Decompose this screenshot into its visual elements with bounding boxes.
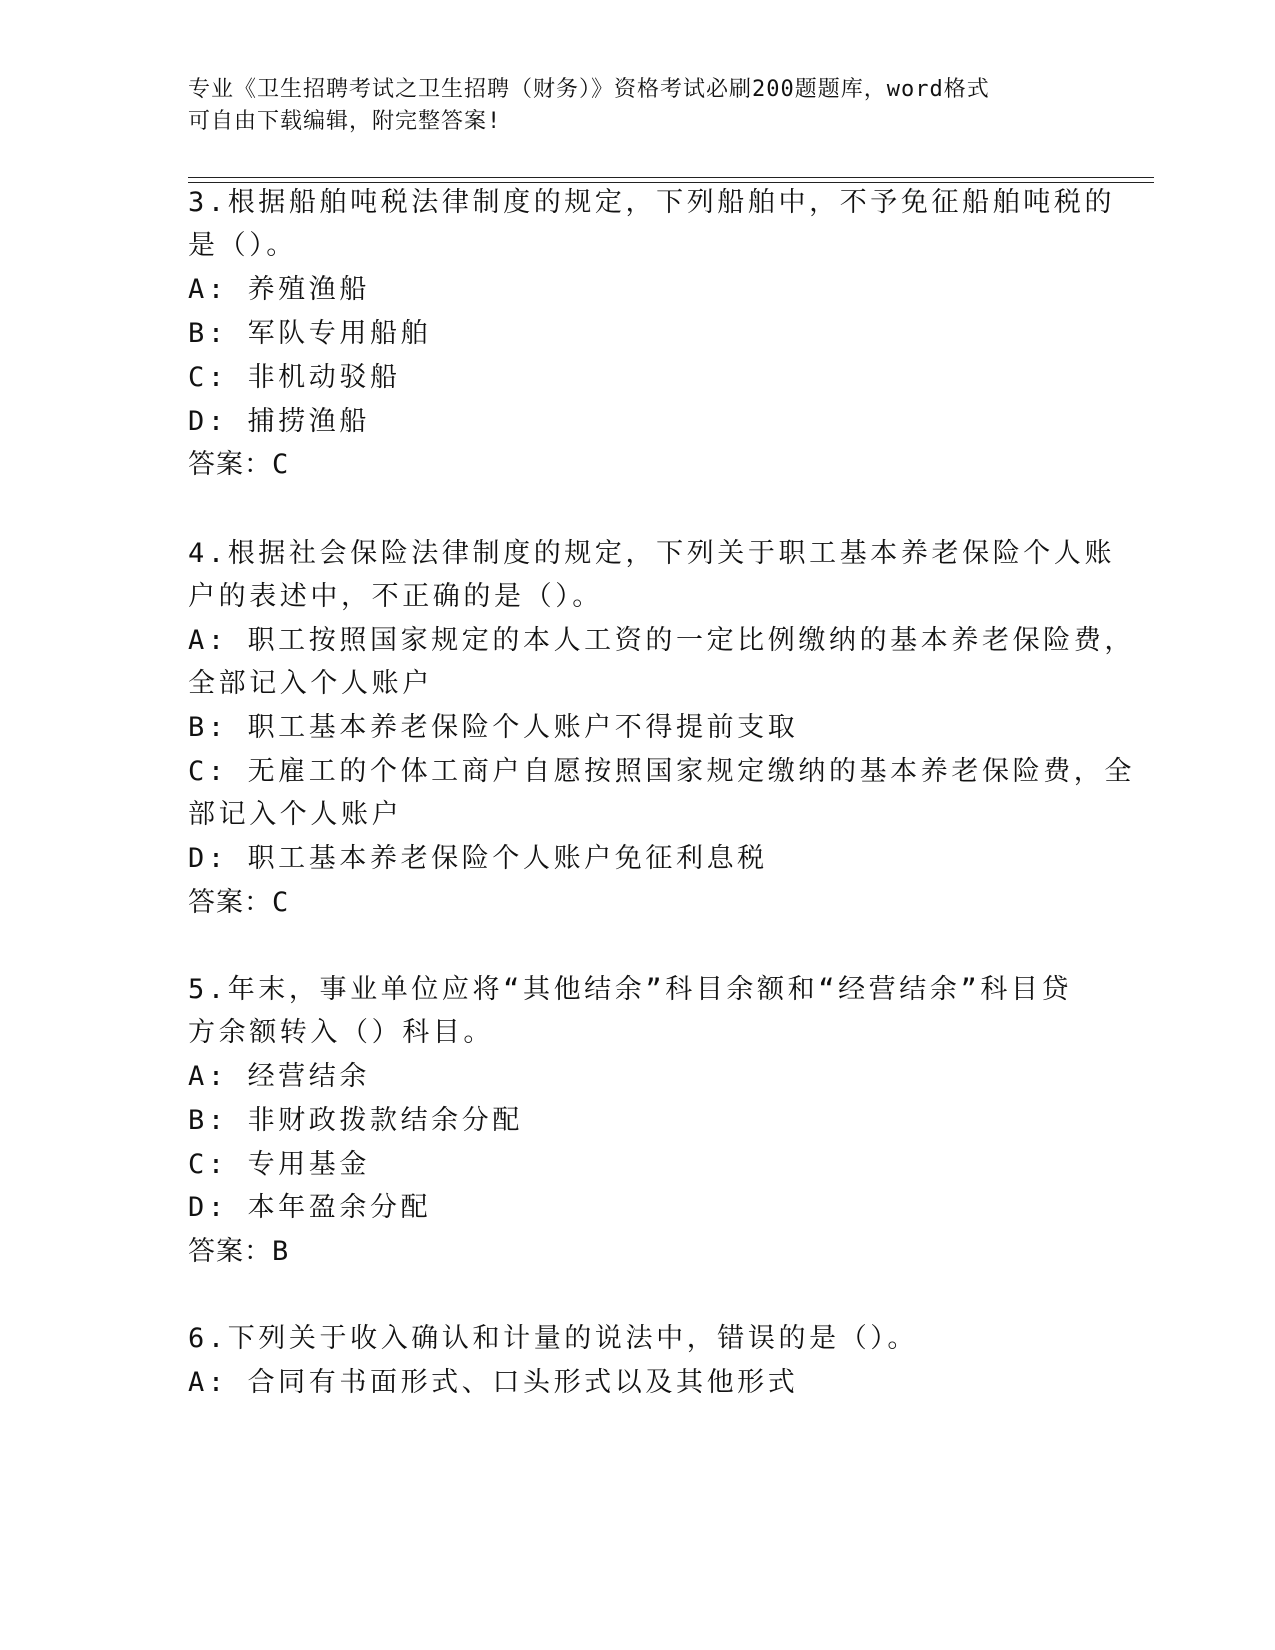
question-5-option-b: B: 非财政拨款结余分配: [188, 1105, 523, 1136]
question-6-stem-line-1: 6.下列关于收入确认和计量的说法中，错误的是（）。: [188, 1323, 919, 1354]
question-4-answer: 答案：C: [188, 887, 290, 918]
question-4-option-b: B: 职工基本养老保险个人账户不得提前支取: [188, 712, 799, 743]
question-3-stem-line-2: 是（）。: [188, 230, 297, 261]
question-5-option-d: D: 本年盈余分配: [188, 1192, 432, 1223]
question-3-option-c: C: 非机动驳船: [188, 362, 401, 393]
question-3-answer: 答案：C: [188, 449, 290, 480]
question-4-option-c-line-1: C: 无雇工的个体工商户自愿按照国家规定缴纳的基本养老保险费，全: [188, 756, 1135, 787]
question-5-stem-line-1: 5.年末，事业单位应将“其他结余”科目余额和“经营结余”科目贷: [188, 974, 1073, 1005]
question-5-stem-line-2: 方余额转入（）科目。: [188, 1017, 494, 1048]
question-4-option-d: D: 职工基本养老保险个人账户免征利息税: [188, 843, 768, 874]
question-5-option-c: C: 专用基金: [188, 1149, 370, 1180]
question-3-option-b: B: 军队专用船舶: [188, 318, 432, 349]
header-divider-bottom: [188, 182, 1154, 183]
question-4-stem-line-1: 4.根据社会保险法律制度的规定，下列关于职工基本养老保险个人账: [188, 538, 1116, 569]
document-header: [188, 74, 1088, 138]
question-3-option-a: A: 养殖渔船: [188, 274, 370, 305]
question-4-stem-line-2: 户的表述中，不正确的是（）。: [188, 581, 603, 612]
question-5-answer: 答案：B: [188, 1236, 290, 1267]
question-4-option-c-line-2: 部记入个人账户: [188, 799, 403, 830]
question-4-option-a-line-2: 全部记入个人账户: [188, 668, 433, 699]
header-line-2: 可自由下载编辑，附完整答案!: [188, 109, 502, 134]
question-3-stem-line-1: 3.根据船舶吨税法律制度的规定，下列船舶中，不予免征船舶吨税的: [188, 187, 1116, 218]
question-4-option-a-line-1: A: 职工按照国家规定的本人工资的一定比例缴纳的基本养老保险费，: [188, 625, 1135, 656]
header-line-1: 专业《卫生招聘考试之卫生招聘（财务）》资格考试必刷200题题库，word格式: [188, 77, 990, 102]
question-3-option-d: D: 捕捞渔船: [188, 406, 370, 437]
question-6-option-a: A: 合同有书面形式、口头形式以及其他形式: [188, 1367, 799, 1398]
header-divider-top: [188, 177, 1154, 178]
question-5-option-a: A: 经营结余: [188, 1061, 370, 1092]
